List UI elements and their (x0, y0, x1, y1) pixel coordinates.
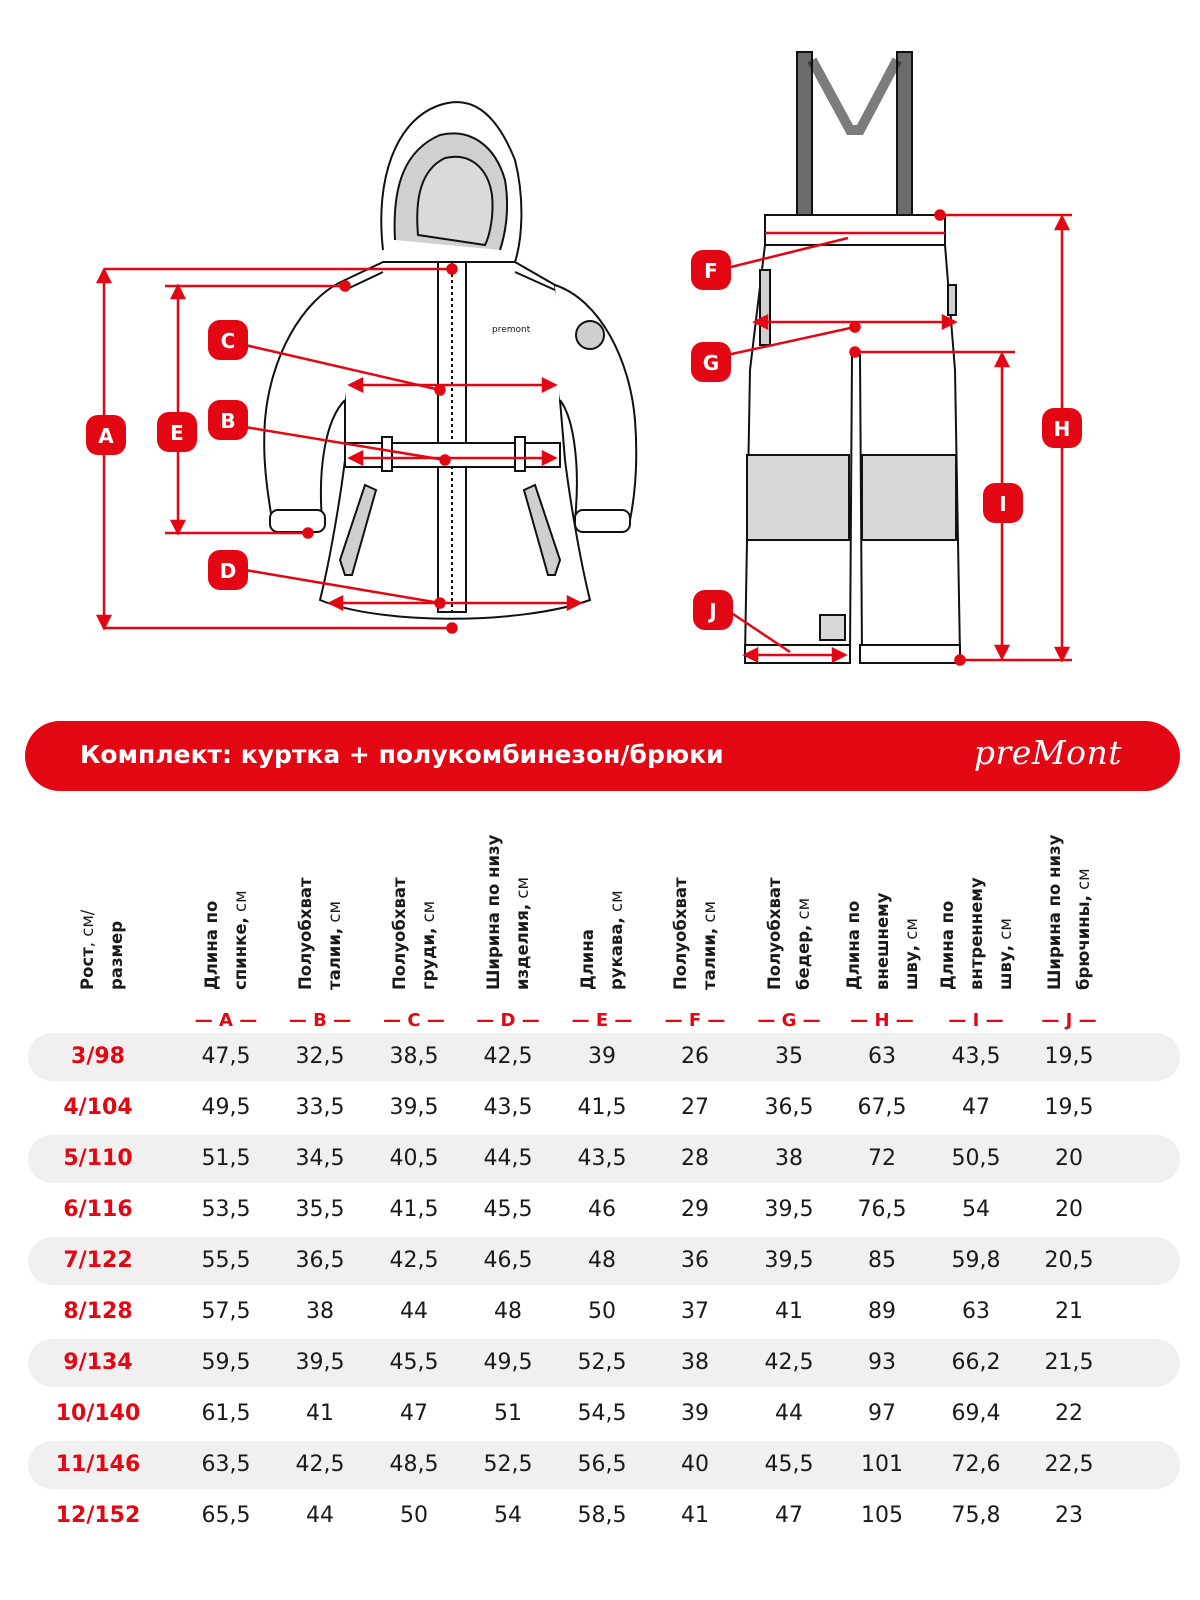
table-cell: 46,5 (483, 1248, 533, 1273)
size-label: 10/140 (55, 1401, 141, 1426)
table-cell: 41 (306, 1401, 334, 1426)
header-label: Ширина по низу (1045, 834, 1064, 990)
table-cell: 57,5 (201, 1299, 251, 1324)
size-label: 9/134 (63, 1350, 133, 1375)
header-label: рукава, (607, 917, 626, 990)
table-cell: 28 (681, 1146, 709, 1171)
table-row (28, 1186, 1180, 1234)
header-label: Длина по (843, 900, 863, 990)
header-label: Рост (78, 947, 97, 990)
table-cell: 54,5 (577, 1401, 627, 1426)
table-cell: 101 (861, 1452, 903, 1477)
column-letter: — G — (757, 1010, 821, 1031)
header-label: спинке, (231, 917, 250, 990)
column-header-col-2 (385, 810, 443, 990)
header-unit: , см/ (78, 909, 97, 948)
table-cell: 49,5 (483, 1350, 533, 1375)
table-cell: 20,5 (1044, 1248, 1094, 1273)
table-cell: 22,5 (1044, 1452, 1094, 1477)
garment-measurement-diagram (0, 0, 1200, 700)
table-cell: 23 (1055, 1503, 1083, 1528)
brand-logo: preMont (973, 733, 1122, 772)
table-cell: 67,5 (857, 1095, 907, 1120)
size-label: 4/104 (63, 1095, 133, 1120)
table-cell: 52,5 (577, 1350, 627, 1375)
table-cell: 89 (868, 1299, 896, 1324)
header-label: Полуобхват (671, 877, 690, 990)
table-cell: 39,5 (764, 1248, 814, 1273)
jacket-sketch (264, 102, 636, 619)
marker-i (983, 483, 1023, 523)
table-row (28, 1237, 1180, 1285)
table-cell: 38 (306, 1299, 334, 1324)
table-cell: 35,5 (295, 1197, 345, 1222)
svg-text:F: F (704, 259, 718, 283)
column-letter: — H — (850, 1010, 914, 1031)
table-cell: 27 (681, 1095, 709, 1120)
table-cell: 48,5 (389, 1452, 439, 1477)
marker-c (208, 320, 248, 360)
table-cell: 21,5 (1044, 1350, 1094, 1375)
header-label: Длина по (937, 900, 957, 990)
header-unit: см (607, 890, 626, 918)
column-header-col-6 (760, 810, 818, 990)
table-cell: 36,5 (295, 1248, 345, 1273)
table-cell: 50 (588, 1299, 616, 1324)
size-label: 8/128 (63, 1299, 133, 1324)
table-cell: 21 (1055, 1299, 1083, 1324)
table-cell: 75,8 (951, 1503, 1001, 1528)
header-unit: см (700, 901, 719, 928)
table-cell: 39,5 (389, 1095, 439, 1120)
table-cell: 38,5 (389, 1044, 439, 1069)
table-cell: 50 (400, 1503, 428, 1528)
table-cell: 41 (681, 1503, 709, 1528)
column-letter: — F — (664, 1010, 726, 1031)
table-row (28, 1492, 1180, 1540)
table-cell: 40,5 (389, 1146, 439, 1171)
table-cell: 105 (861, 1503, 903, 1528)
table-cell: 36,5 (764, 1095, 814, 1120)
size-label: 7/122 (63, 1248, 133, 1273)
header-unit: см (231, 890, 250, 918)
banner-title: Комплект: куртка + полукомбинезон/брюки (80, 740, 724, 769)
table-cell: 20 (1055, 1197, 1083, 1222)
table-cell: 65,5 (201, 1503, 251, 1528)
header-label: шву, (995, 945, 1015, 990)
table-cell: 69,4 (951, 1401, 1001, 1426)
table-cell: 51,5 (201, 1146, 251, 1171)
table-cell: 45,5 (764, 1452, 814, 1477)
table-cell: 39,5 (764, 1197, 814, 1222)
table-cell: 38 (681, 1350, 709, 1375)
column-header-col-7 (839, 810, 926, 990)
size-label: 5/110 (63, 1146, 133, 1171)
table-cell: 42,5 (764, 1350, 814, 1375)
table-cell: 19,5 (1044, 1095, 1094, 1120)
table-cell: 50,5 (951, 1146, 1001, 1171)
column-letter: — D — (476, 1010, 540, 1031)
table-cell: 54 (494, 1503, 522, 1528)
table-cell: 54 (962, 1197, 990, 1222)
table-cell: 72,6 (951, 1452, 1001, 1477)
header-unit: см (325, 901, 344, 928)
column-header-col-3 (479, 810, 537, 990)
column-letter: — B — (288, 1010, 352, 1031)
column-letter: — J — (1041, 1010, 1097, 1031)
table-cell: 61,5 (201, 1401, 251, 1426)
svg-text:D: D (219, 559, 237, 583)
header-label: Ширина по низу (484, 834, 503, 990)
table-cell: 43,5 (483, 1095, 533, 1120)
table-cell: 37 (681, 1299, 709, 1324)
table-cell: 63 (962, 1299, 990, 1324)
table-cell: 47 (962, 1095, 990, 1120)
table-cell: 63 (868, 1044, 896, 1069)
table-row (28, 1390, 1180, 1438)
table-cell: 93 (868, 1350, 896, 1375)
table-row (28, 1084, 1180, 1132)
size-label: 11/146 (55, 1452, 141, 1477)
table-cell: 56,5 (577, 1452, 627, 1477)
table-cell: 52,5 (483, 1452, 533, 1477)
table-cell: 35 (775, 1044, 803, 1069)
table-row (28, 1441, 1180, 1489)
title-banner (25, 721, 1180, 791)
table-cell: 36 (681, 1248, 709, 1273)
marker-a (86, 415, 126, 455)
table-cell: 47 (400, 1401, 428, 1426)
header-label: шву, (901, 945, 921, 990)
table-cell: 46 (588, 1197, 616, 1222)
table-cell: 38 (775, 1146, 803, 1171)
column-header-col-0 (197, 810, 255, 990)
svg-text:H: H (1053, 417, 1071, 441)
table-cell: 39 (681, 1401, 709, 1426)
table-cell: 97 (868, 1401, 896, 1426)
column-header-col-1 (291, 810, 349, 990)
table-cell: 76,5 (857, 1197, 907, 1222)
table-cell: 44,5 (483, 1146, 533, 1171)
table-cell: 51 (494, 1401, 522, 1426)
header-label: бедер, (794, 924, 813, 990)
table-cell: 39,5 (295, 1350, 345, 1375)
pants-sketch (745, 52, 960, 663)
header-unit: см (419, 900, 438, 928)
header-label: изделия, (513, 903, 532, 990)
header-label: Длина по (202, 900, 221, 990)
table-cell: 22 (1055, 1401, 1083, 1426)
table-cell: 47,5 (201, 1044, 251, 1069)
marker-d (208, 550, 248, 590)
size-label: 12/152 (55, 1503, 141, 1528)
svg-text:C: C (220, 329, 236, 353)
header-label: груди, (419, 927, 438, 990)
header-label: размер (107, 920, 126, 990)
table-cell: 59,5 (201, 1350, 251, 1375)
header-label: талии, (700, 927, 719, 990)
table-row (28, 1339, 1180, 1387)
table-cell: 43,5 (951, 1044, 1001, 1069)
table-cell: 41,5 (389, 1197, 439, 1222)
table-cell: 48 (494, 1299, 522, 1324)
table-cell: 39 (588, 1044, 616, 1069)
table-cell: 63,5 (201, 1452, 251, 1477)
table-cell: 85 (868, 1248, 896, 1273)
table-cell: 33,5 (295, 1095, 345, 1120)
table-cell: 43,5 (577, 1146, 627, 1171)
table-cell: 42,5 (295, 1452, 345, 1477)
table-row (28, 1033, 1180, 1081)
table-cell: 55,5 (201, 1248, 251, 1273)
size-label: 6/116 (63, 1197, 133, 1222)
table-row (28, 1135, 1180, 1183)
column-header-col-5 (666, 810, 724, 990)
table-cell: 47 (775, 1503, 803, 1528)
marker-j (693, 590, 733, 630)
column-header-col-9 (1040, 810, 1098, 990)
table-cell: 20 (1055, 1146, 1083, 1171)
table-cell: 41 (775, 1299, 803, 1324)
table-cell: 66,2 (951, 1350, 1001, 1375)
column-letter: — A — (194, 1010, 258, 1031)
svg-text:G: G (702, 351, 720, 375)
table-cell: 42,5 (389, 1248, 439, 1273)
header-label: Длина (578, 929, 597, 990)
table-cell: 45,5 (483, 1197, 533, 1222)
svg-text:J: J (709, 599, 717, 623)
table-cell: 45,5 (389, 1350, 439, 1375)
column-letter: — I — (948, 1010, 1004, 1031)
header-label: Полуобхват (296, 877, 315, 990)
table-cell: 26 (681, 1044, 709, 1069)
svg-text:B: B (220, 409, 236, 433)
header-label: Полуобхват (765, 877, 784, 990)
column-header-col-8 (933, 810, 1020, 990)
table-row (28, 1288, 1180, 1336)
column-header-col-4 (573, 810, 631, 990)
svg-text:E: E (170, 421, 184, 445)
table-cell: 29 (681, 1197, 709, 1222)
table-cell: 72 (868, 1146, 896, 1171)
marker-h (1042, 408, 1082, 448)
header-label: талии, (325, 927, 344, 990)
table-cell: 42,5 (483, 1044, 533, 1069)
table-cell: 49,5 (201, 1095, 251, 1120)
column-letter: — E — (571, 1010, 633, 1031)
marker-f (691, 250, 731, 290)
header-unit: см (995, 918, 1015, 945)
table-cell: 32,5 (295, 1044, 345, 1069)
header-unit: см (1074, 868, 1093, 896)
table-cell: 40 (681, 1452, 709, 1477)
svg-text:A: A (98, 424, 114, 448)
header-label: Полуобхват (390, 877, 409, 990)
header-unit: см (901, 918, 921, 945)
marker-e (157, 412, 197, 452)
column-header-size (73, 810, 131, 990)
table-cell: 48 (588, 1248, 616, 1273)
header-unit: см (794, 897, 813, 925)
header-label: внешнему (872, 892, 892, 990)
marker-g (691, 342, 731, 382)
jacket-brand-label: premont (492, 325, 531, 335)
table-cell: 44 (306, 1503, 334, 1528)
column-letter: — C — (383, 1010, 445, 1031)
table-cell: 58,5 (577, 1503, 627, 1528)
table-cell: 34,5 (295, 1146, 345, 1171)
table-cell: 53,5 (201, 1197, 251, 1222)
table-cell: 44 (775, 1401, 803, 1426)
marker-b (208, 400, 248, 440)
table-cell: 59,8 (951, 1248, 1001, 1273)
header-unit: см (513, 877, 532, 904)
svg-text:I: I (999, 492, 1007, 516)
header-label: брючины, (1074, 895, 1093, 990)
header-label: внтреннему (966, 877, 986, 990)
size-label: 3/98 (71, 1044, 125, 1069)
table-cell: 41,5 (577, 1095, 627, 1120)
table-cell: 19,5 (1044, 1044, 1094, 1069)
table-cell: 44 (400, 1299, 428, 1324)
